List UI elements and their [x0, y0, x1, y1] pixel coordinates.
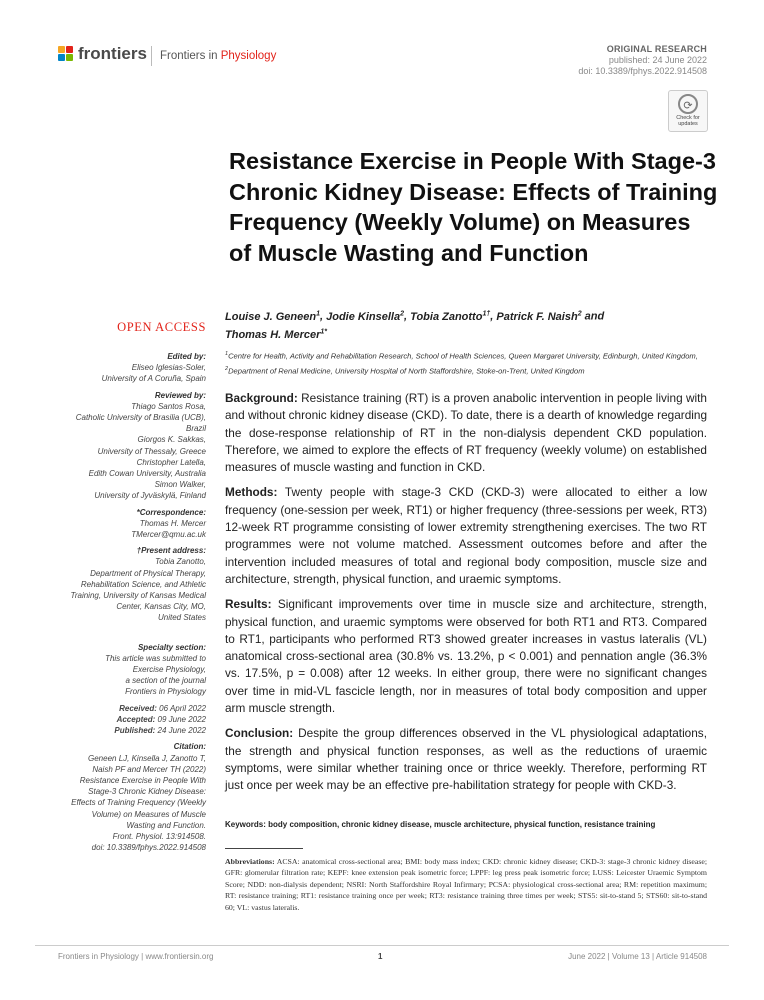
abbreviations: Abbreviations: ACSA: anatomical cross-sectional area; BMI: body mass index; CKD: chronic kidney disease; CKD-3: stage-3 chronic kidney disease; GFR: glomerular filtration rate; KEPF: knee extension peak isometric force; LPPF: leg press peak isometric force; LUSS: Leicester Uraemic Symptom Score; NDD: non-dialysis dependent; NSRI: North Staffordshire Royal Infirmary; PCSA: physiological cross-sectional area; RM: repetition maximum; RT: resistance training; RT1: resistance training once per week; RT3: resistance training three times per week; STS5: sit-to-stand 5; STS60: sit-to-stand 60; VL: vastus lateralis.: [225, 857, 707, 912]
affiliations: $^1$Centre for Health, Activity and Rehabilitation Research, School of Health Sciences, Queen Margaret University, Edinburgh, United Kingdom, $^2$Department of Renal Medicine, University Hospital of North Staffordshire, Stoke-on-Trent, United Kingdom: [225, 351, 698, 376]
author[interactable]: Tobia Zanotto$^{1\dagger}$: [410, 310, 491, 323]
article-info-sidebar: [42, 351, 206, 858]
author-list: Louise J. Geneen$^1$, Jodie Kinsella$^2$, Tobia Zanotto$^{1\dagger}$, Patrick F. Naish$^2$ and Thomas H. Mercer$^{1*}$: [225, 310, 605, 342]
dates-section: [42, 703, 206, 737]
correspondence-email[interactable]: TMercer@qmu.ac.uk: [131, 530, 206, 540]
header-divider: [151, 46, 152, 66]
author[interactable]: Patrick F. Naish$^2$: [496, 310, 582, 323]
footer-divider: [35, 945, 729, 946]
affiliation-1: Centre for Health, Activity and Rehabilitation Research, School of Health Sciences, Queen Margaret University, Edinburgh, United Kingdom,: [228, 351, 698, 361]
reviewed-by-heading: Reviewed by:: [154, 390, 206, 400]
specialty-section: Specialty section: This article was submitted to Exercise Physiology, a section of the journal Frontiers in Physiology: [42, 642, 206, 698]
received-date: Received: 06 April 2022: [119, 703, 206, 713]
footer-journal-link[interactable]: Frontiers in Physiology | www.frontiersin.org: [58, 952, 214, 961]
journal-prefix: Frontiers in: [160, 50, 221, 62]
author[interactable]: Thomas H. Mercer$^{1*}$: [225, 328, 327, 342]
abstract-methods: Methods: Twenty people with stage-3 CKD (CKD-3) were allocated to either a low frequency (one-session per week, RT1) or higher frequency (three-sessions per week, RT3) 12-week RT programme consisting of lower extremity strengthening exercises. The two RT programmes were not volume matched. Assessment outcomes before and after the intervention included measures of total and regional body composition, muscle size and architecture, strength, physical function, and uraemic symptoms.: [225, 485, 707, 586]
footnote-divider: [225, 848, 303, 849]
abstract-background: Background: Resistance training (RT) is a proven anabolic intervention in people living with and without chronic kidney disease (CKD). To date, there is a dearth of knowledge regarding the dose-response relationship of RT in the non-dialysis dependent CKD population. Therefore, we aimed to explore the effects of RT frequency (weekly volume) on established measures of muscle wasting and function in CKD.: [225, 391, 707, 475]
brand-name: frontiers: [78, 44, 147, 63]
doi[interactable]: doi: 10.3389/fphys.2022.914508: [578, 66, 707, 76]
correspondence-section: *Correspondence: Thomas H. Mercer TMercer@qmu.ac.uk: [42, 507, 206, 541]
article-title: Resistance Exercise in People With Stage-3 Chronic Kidney Disease: Effects of Training Frequency (Weekly Volume) on Measures of Muscle Wasting and Function: [229, 148, 718, 266]
check-for-updates-button[interactable]: [668, 90, 708, 132]
specialty-heading: Specialty section:: [137, 642, 206, 652]
open-access-label: OPEN ACCESS: [117, 320, 206, 334]
footer-issue-info: June 2022 | Volume 13 | Article 914508: [568, 952, 707, 961]
author[interactable]: Louise J. Geneen$^1$: [225, 310, 320, 323]
article-meta: [578, 44, 707, 77]
check-for-updates-label: Check for updates: [676, 115, 700, 127]
published-date-sidebar: Published: 24 June 2022: [114, 726, 206, 736]
present-address-heading: †Present address:: [136, 546, 206, 556]
frontiers-logo-icon: [58, 46, 74, 62]
citation-heading: Citation:: [173, 742, 206, 752]
correspondence-heading: *Correspondence:: [136, 507, 206, 517]
abstract-conclusion: Conclusion: Despite the group differences observed in the VL physiological adaptations, the strength and physical function responses, as well as the reductions of uraemic symptoms, were similar whether training once or thrice weekly. Therefore, performing RT just once per week may be an effective pre-habilitation strategy for people with CKD-3.: [225, 726, 707, 793]
edited-by-heading: Edited by:: [167, 352, 206, 361]
published-date: published: 24 June 2022: [608, 55, 707, 65]
present-address-section: †Present address: Tobia Zanotto, Department of Physical Therapy, Rehabilitation Science, and Athletic Training, University of Kansas Medical Center, Kansas City, MO, United States: [42, 545, 206, 623]
abstract: [225, 390, 707, 803]
citation-doi[interactable]: doi: 10.3389/fphys.2022.914508: [91, 843, 206, 853]
article-type: ORIGINAL RESEARCH: [606, 44, 707, 54]
edited-by-section: Edited by: Eliseo Iglesias-Soler, University of A Coruña, Spain: [42, 351, 206, 385]
keywords: Keywords: body composition, chronic kidney disease, muscle architecture, physical function, resistance training: [225, 820, 656, 829]
abstract-results: Results: Significant improvements over time in muscle size and architecture, strength, physical function, and uraemic symptoms were observed for both RT1 and RT3. Compared to RT1, participants who performed RT3 showed greater increases in vastus lateralis (VL) anatomical cross-sectional area (30.8% vs. 13.2%, p < 0.001) and pennation angle (36.3% vs. 17.5%, p = 0.008) after 12 weeks. In either group, there were no significant changes over time in mid-VL fascicle length, nor in measures of total body composition and upper arm muscle strength.: [225, 597, 707, 716]
accepted-date: Accepted: 09 June 2022: [116, 714, 206, 724]
refresh-icon: ⟳: [678, 94, 698, 114]
page-number: 1: [378, 952, 383, 961]
author[interactable]: Jodie Kinsella$^2$: [326, 310, 405, 323]
reviewed-by-section: Reviewed by: Thiago Santos Rosa, Catholic University of Brasilia (UCB), Brazil Giorgos K. Sakkas, University of Thessaly, Greece Christopher Latella, Edith Cowan University, Australia Simon Walker, University of Jyväskylä, Finland: [42, 390, 206, 502]
citation-section: Citation: Geneen LJ, Kinsella J, Zanotto T, Naish PF and Mercer TH (2022) Resistance Exercise in People With Stage-3 Chronic Kidney Disease: Effects of Training Frequency (Weekly Volume) on Measures of Muscle Wasting and Function. Front. Physiol. 13:914508. doi: 10.3389/fphys.2022.914508: [42, 741, 206, 853]
journal-name[interactable]: [160, 50, 276, 62]
journal-subject: Physiology: [220, 50, 277, 62]
frontiers-logo[interactable]: [58, 44, 147, 64]
affiliation-2: Department of Renal Medicine, University Hospital of North Staffordshire, Stoke-on-Trent, United Kingdom: [228, 366, 585, 376]
